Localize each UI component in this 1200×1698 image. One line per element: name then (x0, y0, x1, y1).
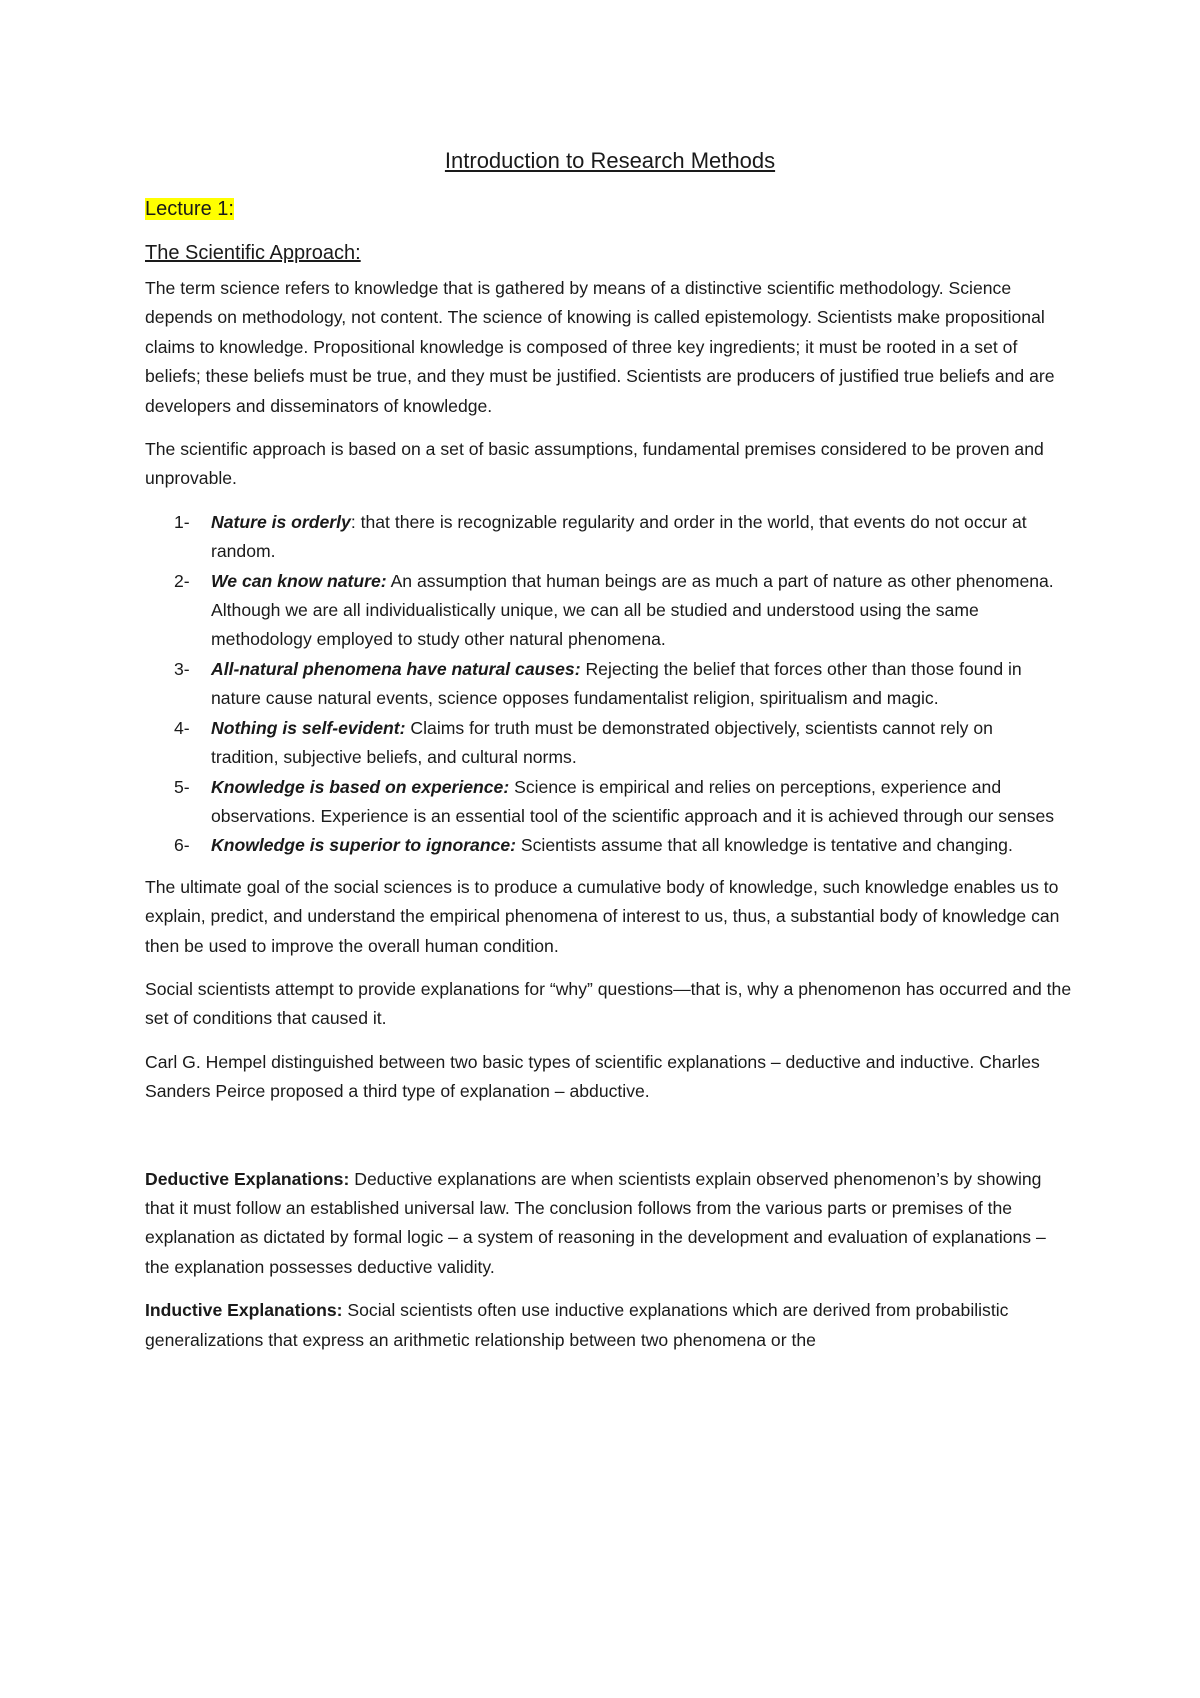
list-item-text: Science is empirical and relies on perceptions, experience and observations. Experience is an essential tool of the scientific approach and it is achieved through our senses (211, 776, 1055, 826)
document-body (145, 146, 1075, 1369)
lecture-heading (145, 194, 1075, 224)
list-item-number: 5- (174, 776, 190, 797)
list-item (145, 567, 1075, 655)
section-heading: The Scientific Approach: (145, 242, 361, 264)
list-item-text: Claims for truth must be demonstrated objectively, scientists cannot rely on tradition, subjective beliefs, and cultural norms. (211, 717, 993, 768)
list-item-number: 4- (174, 717, 190, 738)
assumptions-list (145, 508, 1075, 861)
paragraph-inductive-explanations (145, 1296, 1075, 1355)
inductive-text: Social scientists often use inductive explanations which are derived from probabilistic generalizations that express an arithmetic relationship between two phenomena or the (145, 1300, 1009, 1350)
paragraph-ultimate-goal: The ultimate goal of the social sciences is to produce a cumulative body of knowledge, such knowledge enables us to explain, predict, and understand the empirical phenomena of interest to us, thus, a substantial body of knowledge can then be used to improve the overall human condition. (145, 876, 1060, 956)
list-item (145, 773, 1075, 832)
list-item-text: An assumption that human beings are as much a part of nature as other phenomena. Although we are all individualistically unique, we can all be studied and understood using the same methodology employed to study other natural phenomena. (211, 570, 1054, 650)
list-item (145, 714, 1075, 773)
list-item-term: Nature is orderly (211, 511, 351, 532)
deductive-text: Deductive explanations are when scientists explain observed phenomenon’s by showing that it must follow an established universal law. The conclusion follows from the various parts or premises of the explanation as dictated by formal logic – a system of reasoning in the development and evaluation of explanations – the explanation possesses deductive validity. (145, 1168, 1046, 1277)
list-item-number: 3- (174, 658, 190, 679)
paragraph-explanation-types: Carl G. Hempel distinguished between two basic types of scientific explanations – deductive and inductive. Charles Sanders Peirce proposed a third type of explanation – abductive. (145, 1051, 1040, 1102)
list-item-term: Nothing is self-evident: (211, 717, 406, 738)
deductive-label: Deductive Explanations: (145, 1168, 350, 1189)
paragraph-science-definition: The term science refers to knowledge that is gathered by means of a distinctive scientific methodology. Science depends on methodology, not content. The science of knowing is called epistemology. Scientists make propositional claims to knowledge. Propositional knowledge is composed of three key ingredients; it must be rooted in a set of beliefs; these beliefs must be true, and they must be justified. Scientists are producers of justified true beliefs and are developers and disseminators of knowledge. (145, 278, 1055, 416)
lecture-label-highlighted: Lecture 1: (145, 198, 234, 220)
list-item-term: Knowledge is superior to ignorance: (211, 835, 516, 856)
list-item-text: : that there is recognizable regularity and order in the world, that events do not occur at random. (211, 511, 1027, 562)
list-item-number: 6- (174, 835, 190, 856)
paragraph-why-questions: Social scientists attempt to provide explanations for “why” questions—that is, why a phenomenon has occurred and the set of conditions that caused it. (145, 978, 1072, 1029)
list-item-text: Scientists assume that all knowledge is tentative and changing. (516, 835, 1013, 856)
list-item-term: All-natural phenomena have natural causes: (211, 658, 581, 679)
inductive-label: Inductive Explanations: (145, 1300, 343, 1321)
list-item (145, 831, 1075, 860)
document-title: Introduction to Research Methods (444, 148, 776, 173)
list-item-number: 1- (174, 511, 190, 532)
list-item-number: 2- (174, 570, 190, 591)
list-item (145, 508, 1075, 567)
list-item-term: Knowledge is based on experience: (211, 776, 510, 797)
list-item-term: We can know nature: (211, 570, 387, 591)
list-item (145, 655, 1075, 714)
paragraph-assumptions-intro: The scientific approach is based on a set of basic assumptions, fundamental premises considered to be proven and unprovable. (145, 439, 1044, 489)
vertical-spacer (145, 1121, 1075, 1165)
paragraph-deductive-explanations (145, 1165, 1075, 1283)
list-item-text: Rejecting the belief that forces other than those found in nature cause natural events, science opposes fundamentalist religion, spiritualism and magic. (211, 658, 1022, 709)
